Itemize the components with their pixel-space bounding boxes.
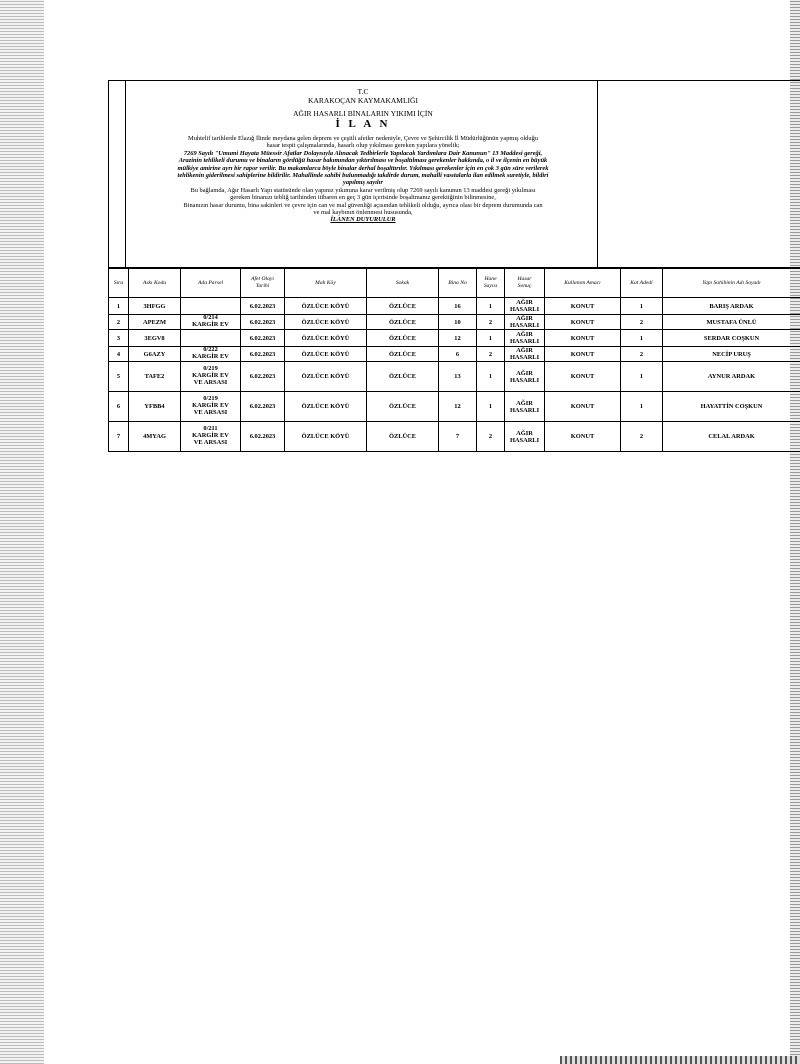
cell-hane-sayisi: 2: [477, 347, 505, 362]
cell-bina-no: 10: [439, 315, 477, 330]
cell-ada-parsel: [181, 362, 241, 392]
cell-ada-parsel: [181, 298, 241, 315]
parcel-line: VE ARSASI: [193, 438, 228, 446]
cell-aski-kodu: 4MYAG: [129, 422, 181, 452]
scan-edge-bottom: [560, 1056, 800, 1064]
cell-mah-koy: ÖZLÜCE KÖYÜ: [285, 422, 367, 452]
cell-kat-adedi: 1: [621, 298, 663, 315]
hasar-line: HASARLI: [509, 338, 540, 345]
cell-hane-sayisi: 2: [477, 422, 505, 452]
cell-hasar-sonuc: [505, 362, 545, 392]
cell-mah-koy: ÖZLÜCE KÖYÜ: [285, 315, 367, 330]
parcel-line: KARGİR EV: [192, 432, 229, 440]
cell-kullanim-amaci: KONUT: [545, 330, 621, 347]
cell-yapi-sahibi: AYNUR ARDAK: [663, 362, 800, 392]
cell-sira: 1: [109, 298, 129, 315]
cell-aski-kodu: 3HFGG: [129, 298, 181, 315]
table-row: [109, 347, 800, 362]
table-row: [109, 298, 800, 315]
notice-p3d: ve mal kaybının önlenmesi hususunda,: [313, 209, 413, 217]
notice-p1a: Muhtelif tarihlerde Elazığ İlinde meydana gelen deprem ve çeşitli afetler nedeniyle, Çevre ve Şehircilik İl Müdürlüğünün yapmış olduğu: [188, 135, 538, 142]
parcel-line: 0/211: [203, 425, 218, 433]
cell-hane-sayisi: 1: [477, 298, 505, 315]
cell-kullanim-amaci: KONUT: [545, 362, 621, 392]
cell-sira: 6: [109, 392, 129, 422]
notice-p3c: Binanızın hasar durumu, bina sakinleri ve çevre için can ve mal güvenliği açısından tehlikeli olduğu, ayrıca olası bir deprem durumunda can: [183, 201, 543, 209]
cell-sokak: ÖZLÜCE: [367, 362, 439, 392]
cell-sira: 4: [109, 347, 129, 362]
notice-left-rule: [125, 81, 126, 267]
header-ada-parsel: Ada Parsel: [181, 269, 241, 298]
cell-kullanim-amaci: KONUT: [545, 315, 621, 330]
hasar-line: AĞIR: [516, 369, 533, 377]
cell-kullanim-amaci: KONUT: [545, 392, 621, 422]
cell-afet-tarihi: 6.02.2023: [241, 362, 285, 392]
cell-sira: 7: [109, 422, 129, 452]
notice-p2e: yapılmış sayılır: [343, 179, 383, 187]
cell-hasar-sonuc: [505, 422, 545, 452]
hasar-line: HASARLI: [509, 322, 540, 329]
notice-line-tc: T.C: [357, 87, 369, 96]
hasar-line: AĞIR: [516, 399, 533, 407]
cell-kat-adedi: 2: [621, 347, 663, 362]
cell-kat-adedi: 1: [621, 362, 663, 392]
header-mah-koy: Mah Köy: [285, 269, 367, 298]
cell-sira: 3: [109, 330, 129, 347]
hasar-line: HASARLI: [509, 376, 540, 384]
cell-afet-tarihi: 6.02.2023: [241, 422, 285, 452]
cell-mah-koy: ÖZLÜCE KÖYÜ: [285, 298, 367, 315]
table-row: [109, 362, 800, 392]
cell-bina-no: 12: [439, 330, 477, 347]
cell-mah-koy: ÖZLÜCE KÖYÜ: [285, 362, 367, 392]
hasar-line: AĞIR: [516, 299, 533, 306]
notice-p2a: 7269 Sayılı "Umumi Hayata Müessir Afatlar Dolayısıyla Alınacak Tedbirlerle Yapılacak Yardımlara Dair Kanunun" 13 Maddesi gereği,: [183, 149, 543, 157]
cell-kullanim-amaci: KONUT: [545, 347, 621, 362]
cell-afet-tarihi: 6.02.2023: [241, 315, 285, 330]
parcel-line: KARGİR EV: [192, 321, 229, 328]
cell-aski-kodu: G6AZY: [129, 347, 181, 362]
cell-bina-no: 16: [439, 298, 477, 315]
table-header-row: [109, 269, 800, 298]
cell-sokak: ÖZLÜCE: [367, 315, 439, 330]
cell-hane-sayisi: 1: [477, 330, 505, 347]
notice-closing: İLANEN DUYURULUR: [330, 216, 396, 224]
table-row: [109, 392, 800, 422]
table-row: [109, 330, 800, 347]
cell-yapi-sahibi: MUSTAFA ÜNLÜ: [663, 315, 800, 330]
cell-afet-tarihi: 6.02.2023: [241, 347, 285, 362]
parcel-line: VE ARSASI: [193, 408, 228, 416]
cell-ada-parsel: [181, 330, 241, 347]
parcel-line: 0/219: [203, 395, 218, 403]
cell-hasar-sonuc: [505, 298, 545, 315]
hasar-line: HASARLI: [509, 436, 540, 444]
cell-sira: 5: [109, 362, 129, 392]
header-kullanim-amaci: Kullanım Amacı: [545, 269, 621, 298]
table-row: [109, 315, 800, 330]
cell-sira: 2: [109, 315, 129, 330]
notice-p3a: Bu bağlamda, Ağır Hasarlı Yapı statüsünde olan yapınız yıkımına karar verilmiş olup 7269 sayılı kanunun 13 maddesi gereği yıkılması: [190, 186, 536, 194]
cell-yapi-sahibi: BARIŞ ARDAK: [663, 298, 800, 315]
cell-sokak: ÖZLÜCE: [367, 298, 439, 315]
cell-mah-koy: ÖZLÜCE KÖYÜ: [285, 330, 367, 347]
notice-text: [133, 87, 593, 224]
notice-p3b: gereken binanızı tebliğ tarihinden itibaren en geç 3 gün içerisinde boşaltmanız gerektiğinin bilinmesine,: [230, 194, 496, 202]
notice-p2c: mülkiye amirine ayrı bir rapor verilir. Bu makamlarca böyle binalar derhal boşalttırılır. Yıkılması gerekenler için en çok 3 gün süre verilerek: [177, 164, 549, 172]
cell-bina-no: 6: [439, 347, 477, 362]
hasar-line: HASARLI: [509, 306, 540, 313]
hasar-line: HASARLI: [509, 354, 540, 361]
header-kat-adedi: Kat Adedi: [621, 269, 663, 298]
cell-aski-kodu: 3EGV8: [129, 330, 181, 347]
parcel-line: VE ARSASI: [193, 378, 228, 386]
cell-aski-kodu: YFBB4: [129, 392, 181, 422]
parcel-line: 0/219: [203, 365, 218, 373]
cell-sokak: ÖZLÜCE: [367, 422, 439, 452]
cell-ada-parsel: [181, 422, 241, 452]
cell-sokak: ÖZLÜCE: [367, 330, 439, 347]
hasar-line: AĞIR: [516, 315, 533, 322]
notice-p1b: hasar tespit çalışmalarında, hasarlı olup yıkılması gereken yapılara yönelik;: [266, 142, 460, 150]
cell-kat-adedi: 2: [621, 422, 663, 452]
cell-hane-sayisi: 1: [477, 362, 505, 392]
cell-hane-sayisi: 1: [477, 392, 505, 422]
notice-right-rule: [597, 81, 598, 267]
cell-hasar-sonuc: [505, 315, 545, 330]
cell-aski-kodu: TAFE2: [129, 362, 181, 392]
cell-afet-tarihi: 6.02.2023: [241, 392, 285, 422]
cell-mah-koy: ÖZLÜCE KÖYÜ: [285, 392, 367, 422]
cell-yapi-sahibi: CELAL ARDAK: [663, 422, 800, 452]
header-aski-kodu: Askı Kodu: [129, 269, 181, 298]
header-sokak: Sokak: [367, 269, 439, 298]
cell-sokak: ÖZLÜCE: [367, 392, 439, 422]
parcel-line: 0/222: [203, 346, 218, 354]
notice-subject: AĞIR HASARLI BİNALARIN YIKIMI İÇİN: [293, 109, 433, 118]
header-hasar-sonuc: Hasar Sonuç: [505, 269, 545, 298]
cell-kat-adedi: 2: [621, 315, 663, 330]
header-yapi-sahibi: Yapı Sahibinin Adı Soyadı: [663, 269, 800, 298]
cell-kat-adedi: 1: [621, 392, 663, 422]
cell-ada-parsel: [181, 347, 241, 362]
hasar-line: HASARLI: [509, 406, 540, 414]
cell-ada-parsel: [181, 315, 241, 330]
cell-yapi-sahibi: SERDAR COŞKUN: [663, 330, 800, 347]
hasar-line: AĞIR: [516, 331, 533, 338]
hasar-line: AĞIR: [516, 429, 533, 437]
parcel-line: 0/214: [203, 314, 218, 322]
cell-aski-kodu: APEZM: [129, 315, 181, 330]
parcel-line: KARGİR EV: [192, 353, 229, 360]
cell-bina-no: 13: [439, 362, 477, 392]
notice-p2b: Arazinin tehlikeli durumu ve binaların gördüğü hasar bakımından yıktırılması ve boşaltılması gerekenler hakkında, o il ve ilçenin en büyük: [178, 157, 548, 165]
cell-kat-adedi: 1: [621, 330, 663, 347]
header-sira: Sıra: [109, 269, 129, 298]
scan-edge-left: [0, 0, 44, 1064]
cell-hasar-sonuc: [505, 330, 545, 347]
cell-bina-no: 12: [439, 392, 477, 422]
notice-p2d: tehlikenin giderilmesi sahiplerine bildirilir. Mahallinde sahibi bulunmadığı takdirde durum, mahalli vasıtalarla ilan edilmek suretiyle, bildiri: [177, 172, 549, 180]
parcel-line: KARGİR EV: [192, 372, 229, 380]
notice-box: [108, 80, 800, 268]
table-row: [109, 422, 800, 452]
parcel-line: KARGİR EV: [192, 402, 229, 410]
cell-sokak: ÖZLÜCE: [367, 347, 439, 362]
header-hane-sayisi: Hane Sayısı: [477, 269, 505, 298]
cell-afet-tarihi: 6.02.2023: [241, 298, 285, 315]
header-afet-tarihi: Afet Olayı Tarihi: [241, 269, 285, 298]
notice-authority: KARAKOÇAN KAYMAKAMLIĞI: [308, 96, 418, 105]
header-bina-no: Bina No: [439, 269, 477, 298]
cell-kullanim-amaci: KONUT: [545, 422, 621, 452]
cell-hasar-sonuc: [505, 392, 545, 422]
hasar-line: AĞIR: [516, 347, 533, 354]
cell-mah-koy: ÖZLÜCE KÖYÜ: [285, 347, 367, 362]
cell-yapi-sahibi: HAYATTİN COŞKUN: [663, 392, 800, 422]
cell-yapi-sahibi: NECİP URUŞ: [663, 347, 800, 362]
cell-bina-no: 7: [439, 422, 477, 452]
cell-afet-tarihi: 6.02.2023: [241, 330, 285, 347]
cell-ada-parsel: [181, 392, 241, 422]
cell-hasar-sonuc: [505, 347, 545, 362]
cell-kullanim-amaci: KONUT: [545, 298, 621, 315]
building-table: [108, 268, 800, 452]
notice-title: İ L A N: [335, 118, 391, 130]
cell-hane-sayisi: 2: [477, 315, 505, 330]
